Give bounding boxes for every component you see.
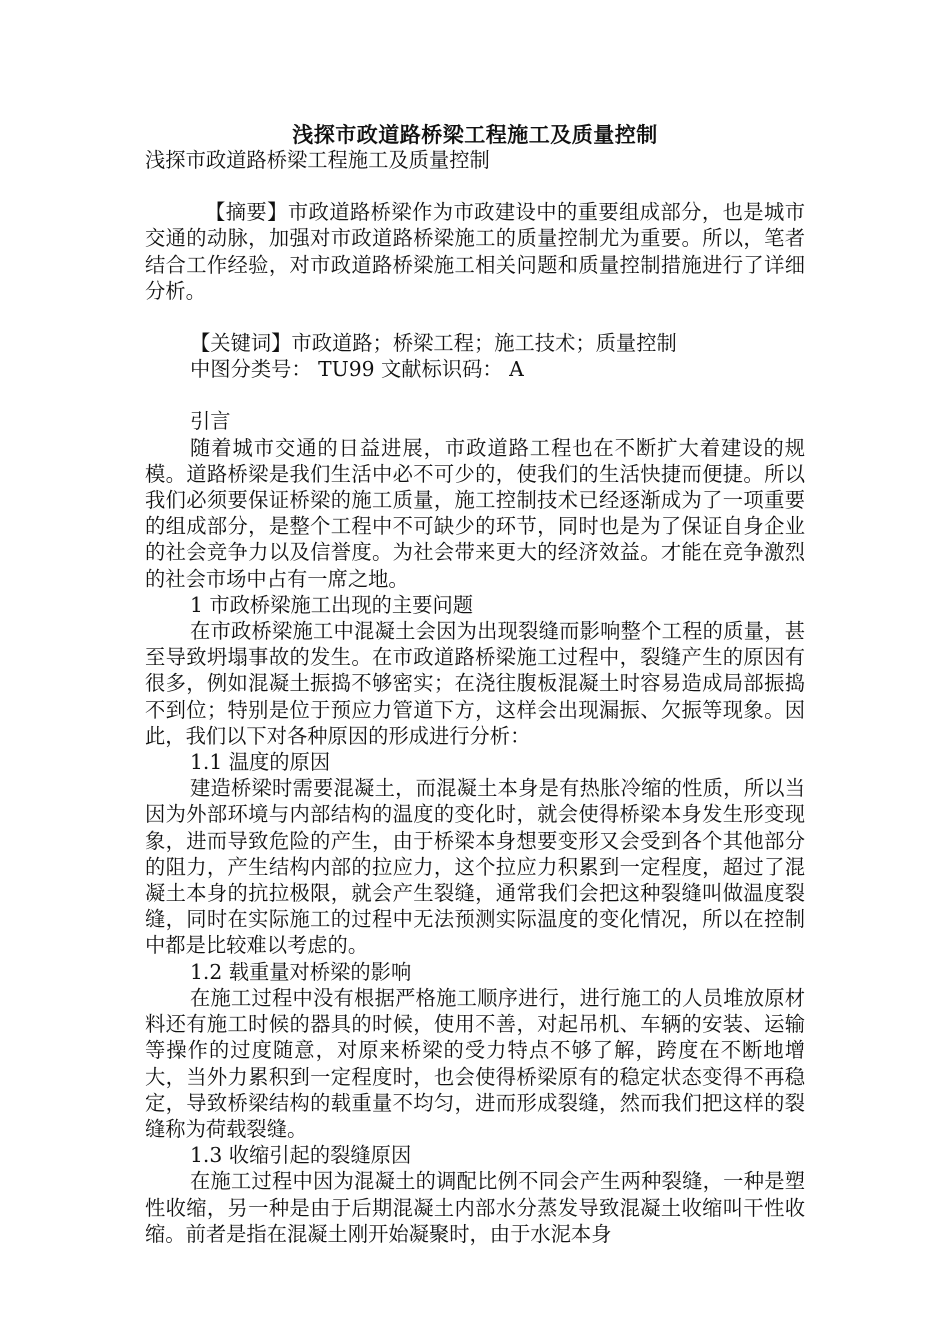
keywords-line: 【关键词】市政道路；桥梁工程；施工技术；质量控制: [190, 331, 677, 356]
section1-3-paragraph: 在施工过程中因为混凝土的调配比例不同会产生两种裂缝，一种是塑性收缩，另一种是由于后期混凝土内部水分蒸发导致混凝土收缩叫干性收缩。前者是指在混凝土刚开始凝聚时，由于水泥本身: [145, 1169, 805, 1246]
document-body: [145, 147, 805, 1247]
section1-2-paragraph: 在施工过程中没有根据严格施工顺序进行，进行施工的人员堆放原材料还有施工时候的器具的时候，使用不善，对起吊机、车辆的安装、运输等操作的过度随意，对原来桥梁的受力特点不够了解，跨度在不断地增大，当外力累积到一定程度时，也会使得桥梁原有的稳定状态变得不再稳定，导致桥梁结构的载重量不均匀，进而形成裂缝，然而我们把这样的裂缝称为荷载裂缝。: [145, 985, 805, 1141]
document-subtitle: 浅探市政道路桥梁工程施工及质量控制: [145, 148, 490, 172]
intro-paragraph: 随着城市交通的日益进展，市政道路工程也在不断扩大着建设的规模。道路桥梁是我们生活中必不可少的，使我们的生活快捷而便捷。所以我们必须要保证桥梁的施工质量，施工控制技术已经逐渐成为了一项重要的组成部分，是整个工程中不可缺少的环节，同时也是为了保证自身企业的社会竞争力以及信誉度。为社会带来更大的经济效益。才能在竞争激烈的社会市场中占有一席之地。: [145, 435, 805, 591]
document-title: 浅探市政道路桥梁工程施工及质量控制: [292, 122, 658, 147]
section1-1-heading: 1.1 温度的原因: [190, 750, 331, 775]
section1-2-heading: 1.2 载重量对桥梁的影响: [190, 959, 412, 984]
intro-heading: 引言: [190, 409, 231, 434]
classification-line: 中图分类号： TU99 文献标识码： A: [190, 357, 524, 382]
section1-heading: 1 市政桥梁施工出现的主要问题: [190, 592, 474, 617]
section1-3-heading: 1.3 收缩引起的裂缝原因: [190, 1143, 412, 1168]
section1-1-paragraph: 建造桥梁时需要混凝土，而混凝土本身是有热胀冷缩的性质，所以当因为外部环境与内部结构的温度的变化时，就会使得桥梁本身发生形变现象，进而导致危险的产生，由于桥梁本身想要变形又会受到各个其他部分的阻力，产生结构内部的拉应力，这个拉应力积累到一定程度，超过了混凝土本身的抗拉极限，就会产生裂缝，通常我们会把这种裂缝叫做温度裂缝，同时在实际施工的过程中无法预测实际温度的变化情况，所以在控制中都是比较难以考虑的。: [145, 776, 805, 958]
abstract-paragraph: 【摘要】市政道路桥梁作为市政建设中的重要组成部分，也是城市交通的动脉，加强对市政道路桥梁施工的质量控制尤为重要。所以，笔者结合工作经验，对市政道路桥梁施工相关问题和质量控制措施进行了详细分析。: [145, 200, 805, 303]
section1-paragraph: 在市政桥梁施工中混凝土会因为出现裂缝而影响整个工程的质量，甚至导致坍塌事故的发生。在市政道路桥梁施工过程中，裂缝产生的原因有很多，例如混凝土振捣不够密实；在浇往腹板混凝土时容易造成局部振捣不到位；特别是位于预应力管道下方，这样会出现漏振、欠振等现象。因此，我们以下对各种原因的形成进行分析：: [145, 619, 805, 748]
